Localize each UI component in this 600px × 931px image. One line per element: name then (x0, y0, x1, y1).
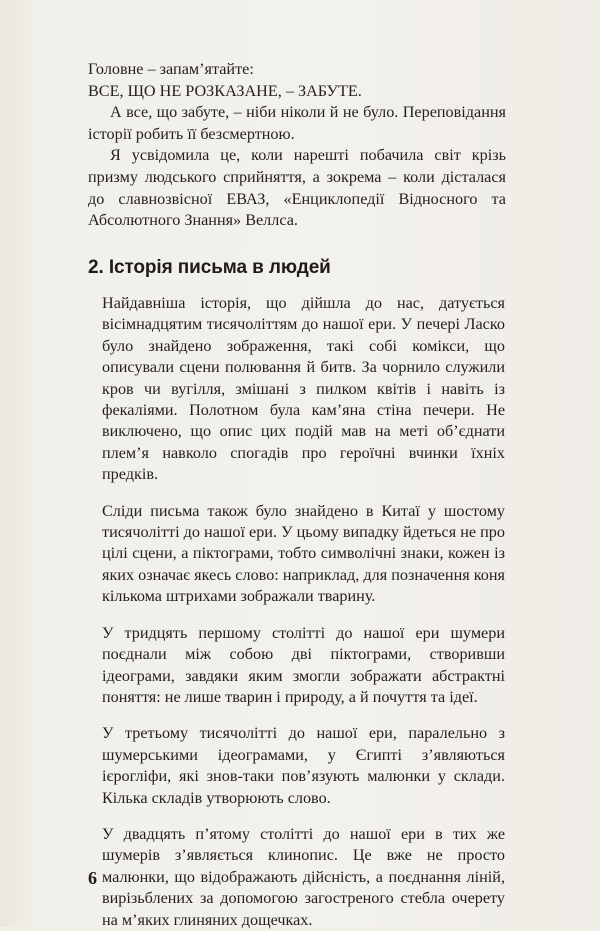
intro-line-remember: Головне – запам’ятайте: (88, 60, 254, 78)
section-paragraph-3: У тридцять першому столітті до нашої ери шумери поєднали між собою дві піктограми, створивши ідеограми, завдяки яким змогли зображати абстрактні поняття: не лише тварин і природу, а й почуття та ідеї. (102, 623, 505, 706)
page-number: 6 (88, 868, 97, 888)
intro-paragraph-1: А все, що забуте, – ніби ніколи й не було. Переповідання історії робить її безсмертною. (88, 103, 506, 143)
section-body (102, 293, 505, 931)
intro-line-motto: ВСЕ, ЩО НЕ РОЗКАЗАНЕ, – ЗАБУТЕ. (88, 81, 362, 100)
section-heading: 2. Історія письма в людей (88, 257, 331, 278)
intro-paragraph-2: Я усвідомила це, коли нарешті побачила світ крізь призму людського сприйняття, а зокрема – коли дісталася до славнозвісної ЕВАЗ, «Енциклопедії Відносного та Абсолютного Знання» Веллса. (88, 146, 506, 230)
section-paragraph-5: У двадцять п’ятому столітті до нашої ери в тих же шумерів з’являється клинопис. Це вже не просто малюнки, що відображають дійсність, а поєднання ліній, вирізьблених за допомогою загостреного стебла очерету на м’яких глиняних дощечках. (102, 824, 505, 929)
intro-block (88, 59, 506, 232)
section-paragraph-4: У третьому тисячолітті до нашої ери, паралельно з шумерськими ідеограмами, у Єгипті з’являються ієрогліфи, які знов-таки пов’язують малюнки у склади. Кілька складів утворюють слово. (102, 724, 505, 807)
section-paragraph-2: Сліди письма також було знайдено в Китаї у шостому тисячолітті до нашої ери. У цьому випадку йдеться не про цілі сцени, а піктограми, тобто символічні знаки, кожен із яких означає якесь слово: наприклад, для позначення коня кількома штрихами зображали тварину. (102, 501, 505, 606)
section-paragraph-1: Найдавніша історія, що дійшла до нас, датується вісімнадцятим тисячоліттям до нашої ери. У печері Ласко було знайдено зображення, такі собі комікси, що описували сцени полювання й битв. За чорнило служили кров чи вугілля, змішані з пилком квітів і навіть із фекаліями. Полотном була кам’яна стіна печери. Не виключено, що опис цих подій мав на меті об’єднати плем’я навколо спогадів про героїчні вчинки їхніх предків. (102, 294, 505, 484)
